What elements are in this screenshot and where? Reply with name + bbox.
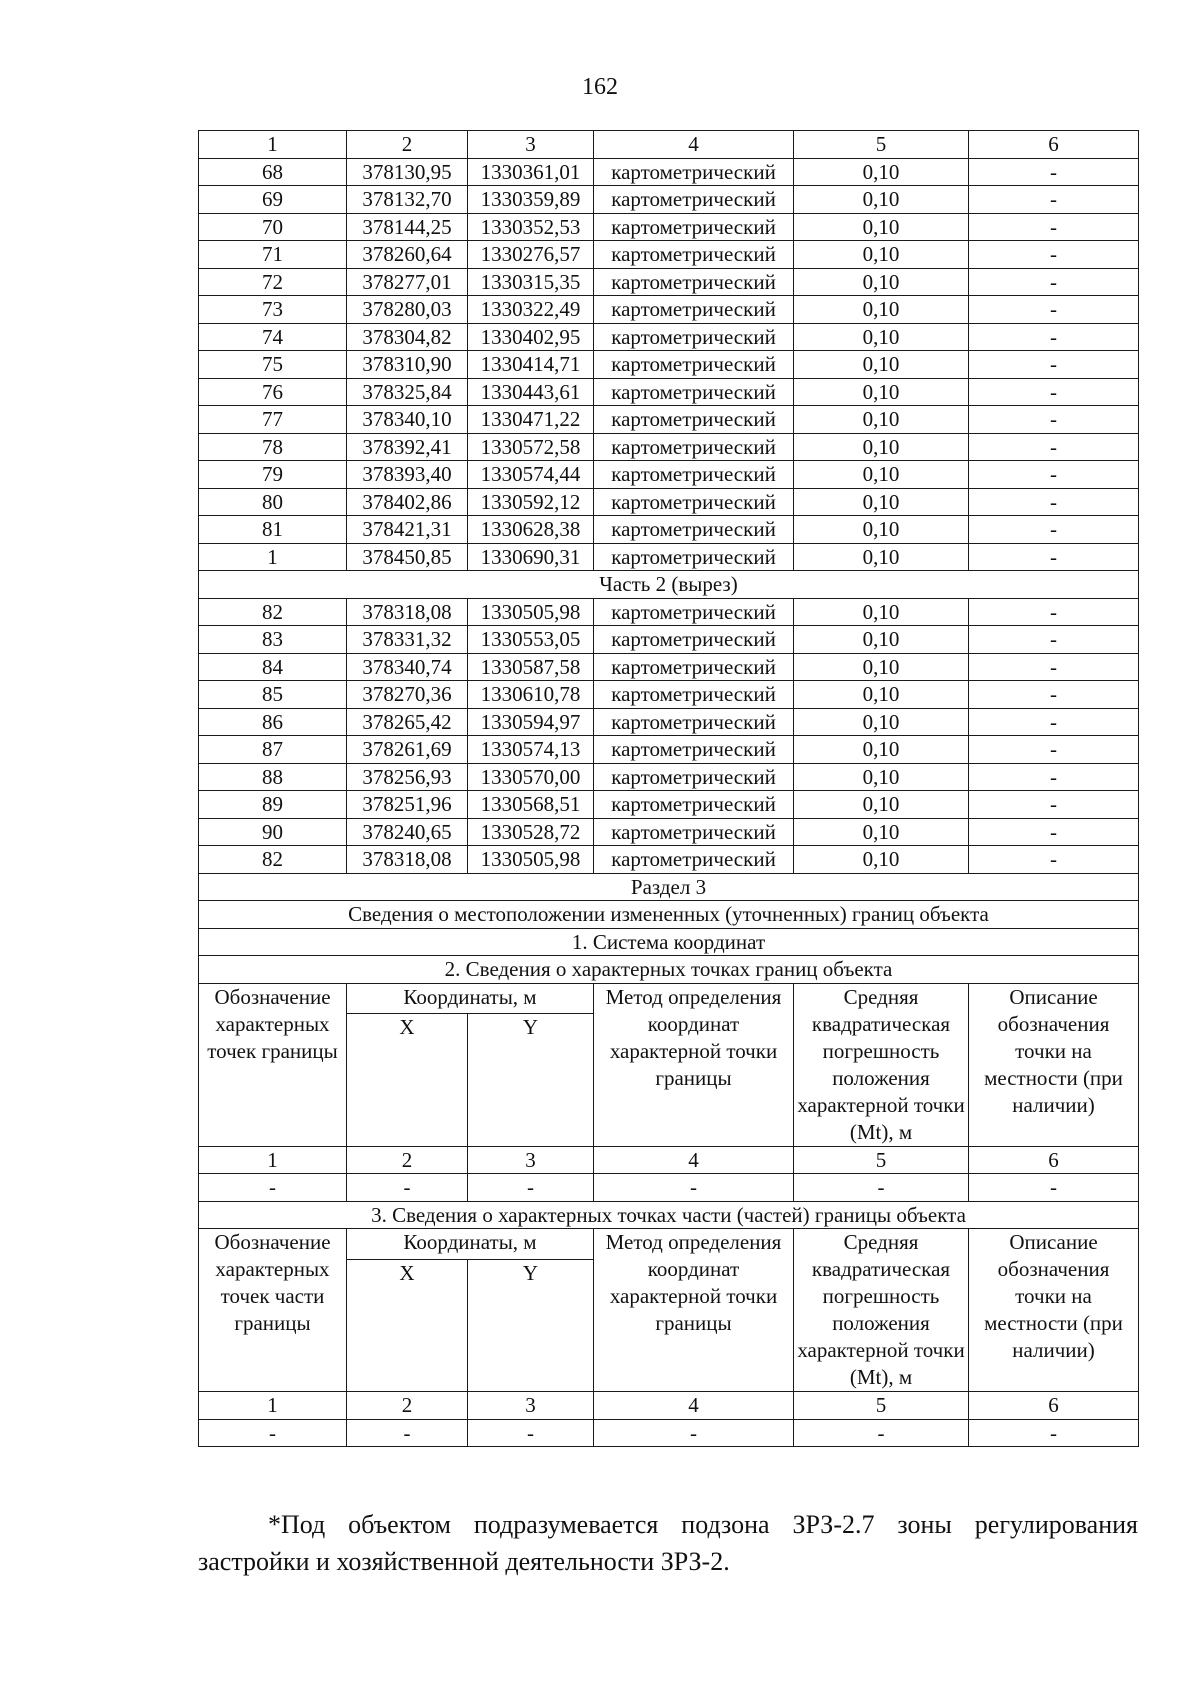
x-coordinate: 378393,40 <box>347 461 468 489</box>
point-number: 82 <box>199 598 347 626</box>
x-coordinate: 378240,65 <box>347 818 468 846</box>
x-coordinate: 378318,08 <box>347 846 468 874</box>
accuracy: 0,10 <box>794 433 969 461</box>
y-coordinate: 1330610,78 <box>468 681 594 709</box>
method: картометрический <box>594 406 794 434</box>
empty-cell: - <box>594 1174 794 1202</box>
section3-title: Раздел 3 <box>199 873 1139 901</box>
accuracy-header: Средняя квадратическая погрешность положения характерной точки (Mt), м <box>794 983 969 1146</box>
point-row <box>199 763 1139 791</box>
accuracy: 0,10 <box>794 241 969 269</box>
x-coordinate: 378260,64 <box>347 241 468 269</box>
point-row <box>199 406 1139 434</box>
point-number: 72 <box>199 268 347 296</box>
x-coordinate: 378340,10 <box>347 406 468 434</box>
method: картометрический <box>594 296 794 324</box>
empty-cell: - <box>199 1174 347 1202</box>
point-row <box>199 653 1139 681</box>
x-coordinate: 378304,82 <box>347 323 468 351</box>
empty-cell: - <box>468 1174 594 1202</box>
coordinates-header: Координаты, м <box>347 983 594 1014</box>
point-number: 90 <box>199 818 347 846</box>
description-header: Описание обозначения точки на местности (при наличии) <box>969 1229 1139 1392</box>
point-row <box>199 736 1139 764</box>
parts-header-row <box>199 1229 1139 1260</box>
empty-cell: - <box>794 1174 969 1202</box>
column-number-row <box>199 1146 1139 1174</box>
description: - <box>969 406 1139 434</box>
column-number: 4 <box>594 131 794 159</box>
accuracy: 0,10 <box>794 378 969 406</box>
column-number-row <box>199 1392 1139 1420</box>
x-coordinate: 378256,93 <box>347 763 468 791</box>
y-coordinate: 1330276,57 <box>468 241 594 269</box>
description-header: Описание обозначения точки на местности (при наличии) <box>969 983 1139 1146</box>
method: картометрический <box>594 598 794 626</box>
point-number: 73 <box>199 296 347 324</box>
accuracy: 0,10 <box>794 351 969 379</box>
method: картометрический <box>594 818 794 846</box>
point-number: 1 <box>199 543 347 571</box>
page-number: 162 <box>582 74 618 100</box>
point-number: 71 <box>199 241 347 269</box>
point-number: 81 <box>199 516 347 544</box>
method: картометрический <box>594 461 794 489</box>
description: - <box>969 516 1139 544</box>
description: - <box>969 818 1139 846</box>
x-coordinate: 378402,86 <box>347 488 468 516</box>
y-coordinate: 1330361,01 <box>468 158 594 186</box>
method: картометрический <box>594 488 794 516</box>
column-number: 5 <box>794 1146 969 1174</box>
empty-cell: - <box>594 1419 794 1447</box>
point-number: 74 <box>199 323 347 351</box>
accuracy: 0,10 <box>794 296 969 324</box>
point-row <box>199 846 1139 874</box>
point-number: 78 <box>199 433 347 461</box>
point-row <box>199 626 1139 654</box>
x-coordinate: 378280,03 <box>347 296 468 324</box>
method: картометрический <box>594 763 794 791</box>
x-coordinate: 378450,85 <box>347 543 468 571</box>
column-number: 3 <box>468 1392 594 1420</box>
method: картометрический <box>594 158 794 186</box>
point-number: 83 <box>199 626 347 654</box>
empty-cell: - <box>347 1174 468 1202</box>
accuracy: 0,10 <box>794 708 969 736</box>
method: картометрический <box>594 681 794 709</box>
point-row <box>199 296 1139 324</box>
accuracy: 0,10 <box>794 598 969 626</box>
point-row <box>199 323 1139 351</box>
point-row <box>199 681 1139 709</box>
point-row <box>199 598 1139 626</box>
method: картометрический <box>594 433 794 461</box>
accuracy: 0,10 <box>794 213 969 241</box>
description: - <box>969 433 1139 461</box>
points-title-row <box>199 956 1139 984</box>
accuracy: 0,10 <box>794 406 969 434</box>
x-coordinate: 378144,25 <box>347 213 468 241</box>
method: картометрический <box>594 708 794 736</box>
method: картометрический <box>594 516 794 544</box>
point-number: 80 <box>199 488 347 516</box>
column-number: 2 <box>347 131 468 159</box>
point-number: 88 <box>199 763 347 791</box>
x-coordinate: 378325,84 <box>347 378 468 406</box>
y-coordinate: 1330414,71 <box>468 351 594 379</box>
x-coordinate: 378277,01 <box>347 268 468 296</box>
empty-cell: - <box>794 1419 969 1447</box>
point-number: 87 <box>199 736 347 764</box>
method: картометрический <box>594 186 794 214</box>
point-number: 84 <box>199 653 347 681</box>
y-coordinate: 1330572,58 <box>468 433 594 461</box>
point-number: 82 <box>199 846 347 874</box>
point-number: 69 <box>199 186 347 214</box>
y-coordinate: 1330574,13 <box>468 736 594 764</box>
y-coordinate: 1330505,98 <box>468 598 594 626</box>
accuracy: 0,10 <box>794 158 969 186</box>
accuracy: 0,10 <box>794 323 969 351</box>
description: - <box>969 543 1139 571</box>
point-row <box>199 433 1139 461</box>
x-coordinate: 378318,08 <box>347 598 468 626</box>
x-header: X <box>347 1014 468 1146</box>
empty-cell: - <box>468 1419 594 1447</box>
accuracy: 0,10 <box>794 488 969 516</box>
accuracy: 0,10 <box>794 791 969 819</box>
method: картометрический <box>594 846 794 874</box>
point-row <box>199 708 1139 736</box>
method-header: Метод определения координат характерной точки границы <box>594 1229 794 1392</box>
accuracy: 0,10 <box>794 461 969 489</box>
y-coordinate: 1330443,61 <box>468 378 594 406</box>
description: - <box>969 323 1139 351</box>
designation-header: Обозначение характерных точек границы <box>199 983 347 1146</box>
accuracy: 0,10 <box>794 681 969 709</box>
y-coordinate: 1330690,31 <box>468 543 594 571</box>
column-number: 1 <box>199 1392 347 1420</box>
accuracy: 0,10 <box>794 653 969 681</box>
accuracy: 0,10 <box>794 186 969 214</box>
column-number: 6 <box>969 131 1139 159</box>
point-row <box>199 268 1139 296</box>
method: картометрический <box>594 653 794 681</box>
y-coordinate: 1330402,95 <box>468 323 594 351</box>
x-header: X <box>347 1259 468 1391</box>
column-number: 5 <box>794 131 969 159</box>
accuracy: 0,10 <box>794 268 969 296</box>
column-number: 2 <box>347 1392 468 1420</box>
point-number: 85 <box>199 681 347 709</box>
accuracy: 0,10 <box>794 846 969 874</box>
parts-points-title-row <box>199 1201 1139 1229</box>
empty-data-row <box>199 1174 1139 1202</box>
section3-subtitle-row <box>199 901 1139 929</box>
accuracy: 0,10 <box>794 736 969 764</box>
y-coordinate: 1330322,49 <box>468 296 594 324</box>
y-coordinate: 1330359,89 <box>468 186 594 214</box>
x-coordinate: 378270,36 <box>347 681 468 709</box>
point-number: 70 <box>199 213 347 241</box>
accuracy: 0,10 <box>794 516 969 544</box>
description: - <box>969 708 1139 736</box>
description: - <box>969 296 1139 324</box>
accuracy: 0,10 <box>794 763 969 791</box>
description: - <box>969 213 1139 241</box>
point-row <box>199 818 1139 846</box>
point-number: 68 <box>199 158 347 186</box>
y-coordinate: 1330570,00 <box>468 763 594 791</box>
method: картометрический <box>594 378 794 406</box>
method: картометрический <box>594 213 794 241</box>
description: - <box>969 653 1139 681</box>
part2-title: Часть 2 (вырез) <box>199 571 1139 599</box>
accuracy: 0,10 <box>794 818 969 846</box>
footnote: *Под объектом подразумевается подзона ЗРЗ-2.7 зоны регулирования застройки и хозяйственной деятельности ЗРЗ-2. <box>198 1510 1138 1576</box>
column-number: 6 <box>969 1392 1139 1420</box>
y-coordinate: 1330628,38 <box>468 516 594 544</box>
point-row <box>199 213 1139 241</box>
designation-header: Обозначение характерных точек части границы <box>199 1229 347 1392</box>
empty-data-row <box>199 1419 1139 1447</box>
point-row <box>199 488 1139 516</box>
method: картометрический <box>594 323 794 351</box>
section3-title-row <box>199 873 1139 901</box>
method: картометрический <box>594 351 794 379</box>
part2-title-row <box>199 571 1139 599</box>
method-header: Метод определения координат характерной точки границы <box>594 983 794 1146</box>
description: - <box>969 241 1139 269</box>
description: - <box>969 736 1139 764</box>
x-coordinate: 378331,32 <box>347 626 468 654</box>
y-coordinate: 1330587,58 <box>468 653 594 681</box>
points-title: 2. Сведения о характерных точках границ объекта <box>199 956 1139 984</box>
column-number: 3 <box>468 1146 594 1174</box>
y-coordinate: 1330315,35 <box>468 268 594 296</box>
column-number: 2 <box>347 1146 468 1174</box>
section3-subtitle: Сведения о местоположении измененных (уточненных) границ объекта <box>199 901 1139 929</box>
description: - <box>969 378 1139 406</box>
method: картометрический <box>594 791 794 819</box>
column-number: 6 <box>969 1146 1139 1174</box>
y-coordinate: 1330574,44 <box>468 461 594 489</box>
empty-cell: - <box>969 1419 1139 1447</box>
point-number: 77 <box>199 406 347 434</box>
x-coordinate: 378265,42 <box>347 708 468 736</box>
column-number: 4 <box>594 1392 794 1420</box>
point-row <box>199 241 1139 269</box>
description: - <box>969 461 1139 489</box>
x-coordinate: 378261,69 <box>347 736 468 764</box>
y-coordinate: 1330553,05 <box>468 626 594 654</box>
column-number: 3 <box>468 131 594 159</box>
point-number: 75 <box>199 351 347 379</box>
point-row <box>199 791 1139 819</box>
method: картометрический <box>594 268 794 296</box>
y-coordinate: 1330594,97 <box>468 708 594 736</box>
parts-points-title: 3. Сведения о характерных точках части (частей) границы объекта <box>199 1201 1139 1229</box>
column-number: 5 <box>794 1392 969 1420</box>
accuracy: 0,10 <box>794 626 969 654</box>
y-header: Y <box>468 1259 594 1391</box>
method: картометрический <box>594 543 794 571</box>
point-number: 86 <box>199 708 347 736</box>
column-number-row <box>199 131 1139 159</box>
column-number: 1 <box>199 131 347 159</box>
description: - <box>969 626 1139 654</box>
point-number: 79 <box>199 461 347 489</box>
description: - <box>969 488 1139 516</box>
description: - <box>969 186 1139 214</box>
column-number: 1 <box>199 1146 347 1174</box>
empty-cell: - <box>347 1419 468 1447</box>
x-coordinate: 378251,96 <box>347 791 468 819</box>
description: - <box>969 763 1139 791</box>
point-row <box>199 543 1139 571</box>
x-coordinate: 378421,31 <box>347 516 468 544</box>
point-row <box>199 461 1139 489</box>
point-number: 76 <box>199 378 347 406</box>
x-coordinate: 378130,95 <box>347 158 468 186</box>
method: картометрический <box>594 626 794 654</box>
boundary-points-table <box>198 130 1139 1447</box>
x-coordinate: 378392,41 <box>347 433 468 461</box>
description: - <box>969 846 1139 874</box>
column-number: 4 <box>594 1146 794 1174</box>
accuracy: 0,10 <box>794 543 969 571</box>
y-coordinate: 1330352,53 <box>468 213 594 241</box>
accuracy-header: Средняя квадратическая погрешность положения характерной точки (Mt), м <box>794 1229 969 1392</box>
empty-cell: - <box>969 1174 1139 1202</box>
description: - <box>969 268 1139 296</box>
description: - <box>969 158 1139 186</box>
y-coordinate: 1330592,12 <box>468 488 594 516</box>
description: - <box>969 351 1139 379</box>
empty-cell: - <box>199 1419 347 1447</box>
point-row <box>199 516 1139 544</box>
x-coordinate: 378132,70 <box>347 186 468 214</box>
description: - <box>969 791 1139 819</box>
y-coordinate: 1330568,51 <box>468 791 594 819</box>
points-header-row <box>199 983 1139 1014</box>
y-header: Y <box>468 1014 594 1146</box>
point-row <box>199 351 1139 379</box>
point-row <box>199 378 1139 406</box>
x-coordinate: 378340,74 <box>347 653 468 681</box>
y-coordinate: 1330505,98 <box>468 846 594 874</box>
coord-system-row <box>199 928 1139 956</box>
coordinates-header: Координаты, м <box>347 1229 594 1260</box>
description: - <box>969 598 1139 626</box>
description: - <box>969 681 1139 709</box>
x-coordinate: 378310,90 <box>347 351 468 379</box>
y-coordinate: 1330528,72 <box>468 818 594 846</box>
coord-system-title: 1. Система координат <box>199 928 1139 956</box>
point-row <box>199 158 1139 186</box>
method: картометрический <box>594 736 794 764</box>
method: картометрический <box>594 241 794 269</box>
point-row <box>199 186 1139 214</box>
y-coordinate: 1330471,22 <box>468 406 594 434</box>
point-number: 89 <box>199 791 347 819</box>
